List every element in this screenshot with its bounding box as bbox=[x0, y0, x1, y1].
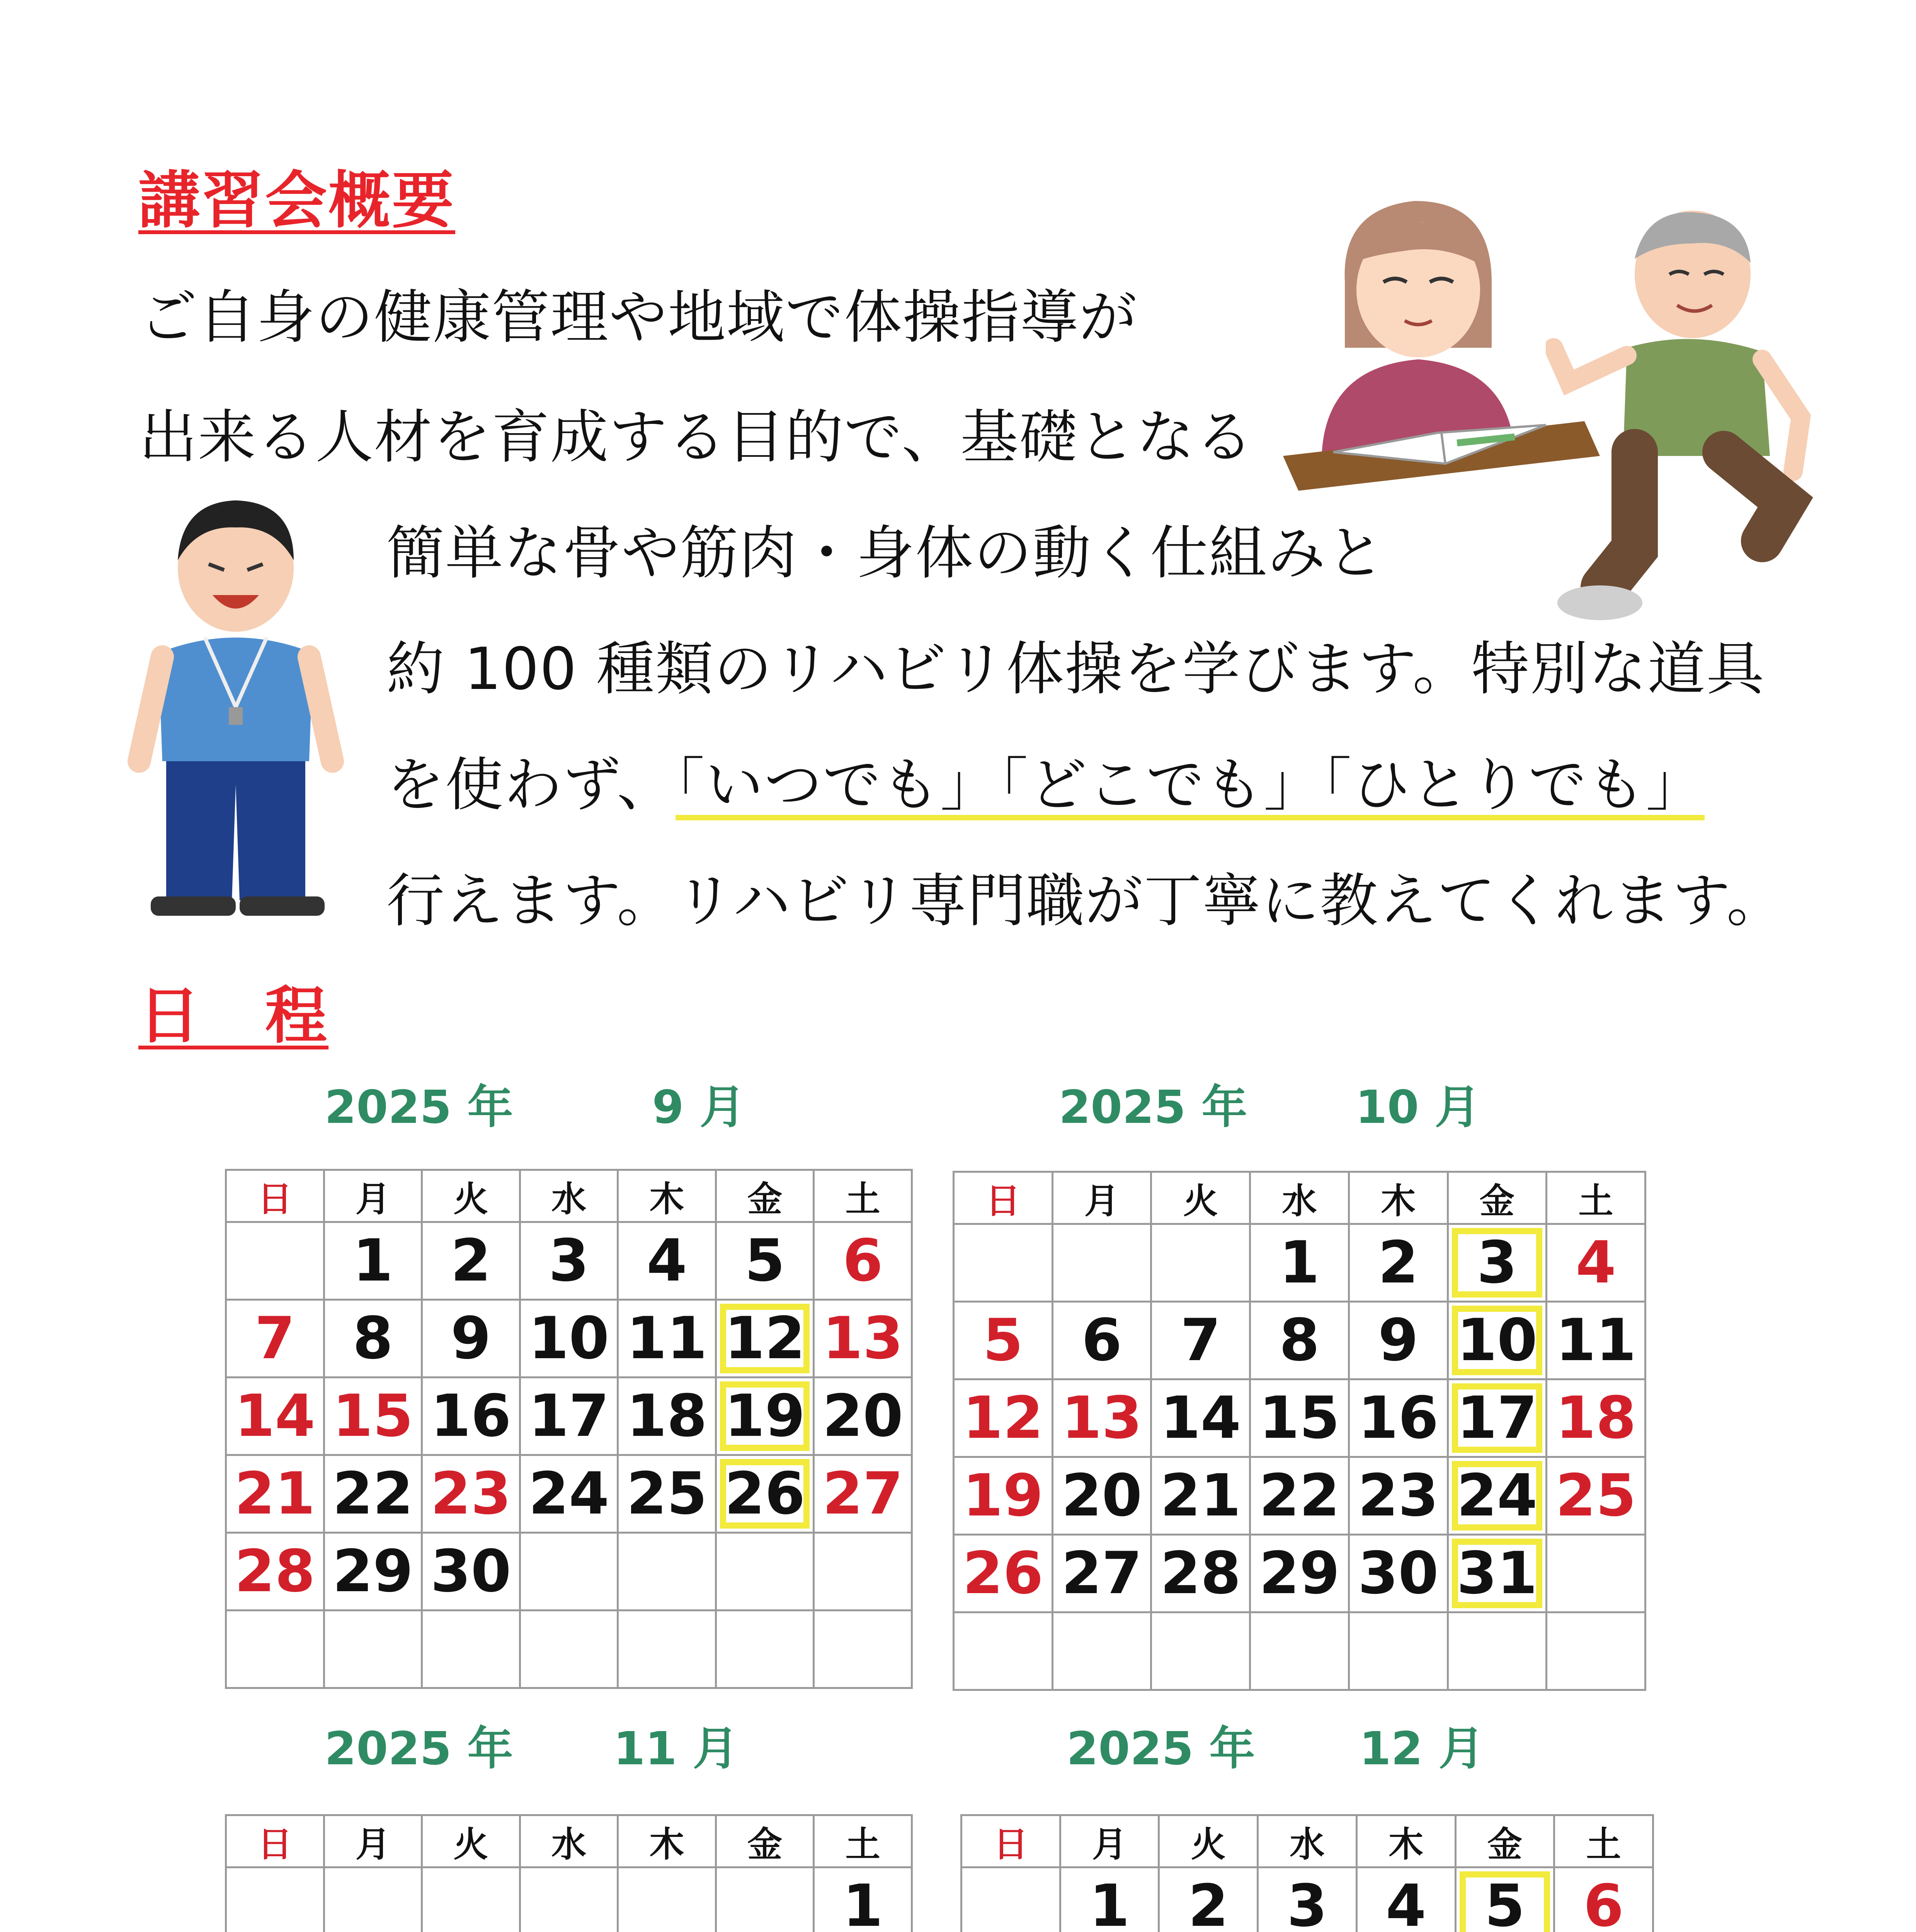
weekday-label: 火 bbox=[422, 1170, 520, 1222]
empty-day-cell bbox=[814, 1611, 912, 1688]
weekday-label: 日 bbox=[954, 1172, 1053, 1224]
empty-day-cell bbox=[422, 1867, 520, 1932]
weekday-label: 土 bbox=[814, 1815, 912, 1867]
empty-day-cell bbox=[422, 1611, 520, 1688]
calendar-oct-year: 2025 年 bbox=[1059, 1080, 1247, 1134]
calendar-nov-month: 11 月 bbox=[613, 1722, 738, 1775]
day-cell: 25 bbox=[1547, 1457, 1645, 1535]
weekday-label: 木 bbox=[618, 1815, 716, 1867]
empty-day-cell bbox=[324, 1611, 422, 1688]
day-cell: 8 bbox=[324, 1300, 422, 1378]
day-cell: 22 bbox=[324, 1455, 422, 1533]
weekday-label: 金 bbox=[1448, 1172, 1547, 1224]
week-row bbox=[954, 1302, 1645, 1379]
overview-line-5-prefix: を使わず、 bbox=[386, 752, 676, 819]
calendar-sep-title bbox=[325, 1070, 745, 1136]
calendar-nov-title bbox=[325, 1712, 738, 1777]
day-cell: 1 bbox=[814, 1867, 912, 1932]
day-cell: 4 bbox=[1356, 1867, 1455, 1932]
day-cell: 28 bbox=[226, 1533, 324, 1611]
day-cell: 7 bbox=[226, 1300, 324, 1378]
day-cell: 13 bbox=[814, 1300, 912, 1378]
week-row bbox=[954, 1224, 1645, 1302]
day-cell: 4 bbox=[618, 1222, 716, 1300]
day-cell: 8 bbox=[1250, 1302, 1349, 1379]
empty-day-cell bbox=[954, 1224, 1053, 1302]
weekday-label: 水 bbox=[520, 1815, 618, 1867]
empty-day-cell bbox=[1547, 1612, 1645, 1690]
week-row bbox=[954, 1379, 1645, 1457]
weekday-label: 土 bbox=[1554, 1815, 1653, 1867]
day-cell: 1 bbox=[1060, 1867, 1159, 1932]
overview-line-5 bbox=[386, 738, 1705, 821]
weekday-label: 水 bbox=[520, 1170, 618, 1222]
day-cell: 23 bbox=[1349, 1457, 1448, 1535]
empty-day-cell bbox=[954, 1612, 1053, 1690]
weekday-label: 木 bbox=[1356, 1815, 1455, 1867]
day-cell: 3 bbox=[520, 1222, 618, 1300]
weekday-label: 日 bbox=[226, 1170, 324, 1222]
calendar-oct-month: 10 月 bbox=[1355, 1080, 1480, 1134]
schedule-heading: 日 程 bbox=[138, 980, 329, 1052]
empty-day-cell bbox=[226, 1867, 324, 1932]
session-day-cell: 3 bbox=[1448, 1224, 1547, 1302]
day-cell: 21 bbox=[1151, 1457, 1250, 1535]
weekday-label: 土 bbox=[1547, 1172, 1645, 1224]
day-cell: 6 bbox=[1052, 1302, 1151, 1379]
day-cell: 2 bbox=[1159, 1867, 1258, 1932]
weekday-header-row bbox=[954, 1172, 1645, 1224]
empty-day-cell bbox=[1151, 1224, 1250, 1302]
week-row bbox=[954, 1457, 1645, 1535]
week-row bbox=[226, 1222, 912, 1300]
session-day-cell: 19 bbox=[716, 1378, 814, 1455]
day-cell: 20 bbox=[1052, 1457, 1151, 1535]
empty-day-cell bbox=[1349, 1612, 1448, 1690]
calendar-nov-year: 2025 年 bbox=[325, 1722, 513, 1775]
weekday-label: 月 bbox=[324, 1815, 422, 1867]
empty-day-cell bbox=[1052, 1612, 1151, 1690]
session-day-cell: 10 bbox=[1448, 1302, 1547, 1379]
day-cell: 26 bbox=[954, 1535, 1053, 1612]
overview-heading: 講習会概要 bbox=[138, 164, 456, 236]
empty-day-cell bbox=[226, 1222, 324, 1300]
day-cell: 2 bbox=[422, 1222, 520, 1300]
session-day-cell: 5 bbox=[1455, 1867, 1554, 1932]
week-row bbox=[961, 1867, 1653, 1932]
day-cell: 21 bbox=[226, 1455, 324, 1533]
day-cell: 17 bbox=[520, 1378, 618, 1455]
empty-day-cell bbox=[618, 1867, 716, 1932]
weekday-label: 金 bbox=[716, 1170, 814, 1222]
day-cell: 14 bbox=[1151, 1379, 1250, 1457]
empty-day-cell bbox=[1448, 1612, 1547, 1690]
empty-day-cell bbox=[1052, 1224, 1151, 1302]
calendar-oct-title bbox=[1059, 1070, 1480, 1136]
day-cell: 18 bbox=[618, 1378, 716, 1455]
session-day-cell: 26 bbox=[716, 1455, 814, 1533]
day-cell: 30 bbox=[1349, 1535, 1448, 1612]
weekday-label: 木 bbox=[618, 1170, 716, 1222]
day-cell: 30 bbox=[422, 1533, 520, 1611]
day-cell: 28 bbox=[1151, 1535, 1250, 1612]
weekday-label: 火 bbox=[1159, 1815, 1258, 1867]
overview-line-4: 約 100 種類のリハビリ体操を学びます。特別な道具 bbox=[386, 636, 1765, 703]
day-cell: 22 bbox=[1250, 1457, 1349, 1535]
week-row bbox=[226, 1611, 912, 1688]
overview-line-6: 行えます。リハビリ専門職が丁寧に教えてくれます。 bbox=[386, 867, 1785, 935]
empty-day-cell bbox=[961, 1867, 1060, 1932]
day-cell: 14 bbox=[226, 1378, 324, 1455]
day-cell: 6 bbox=[814, 1222, 912, 1300]
day-cell: 11 bbox=[618, 1300, 716, 1378]
weekday-label: 日 bbox=[961, 1815, 1060, 1867]
day-cell: 9 bbox=[1349, 1302, 1448, 1379]
weekday-header-row bbox=[226, 1815, 912, 1867]
day-cell: 24 bbox=[520, 1455, 618, 1533]
day-cell: 9 bbox=[422, 1300, 520, 1378]
weekday-label: 日 bbox=[226, 1815, 324, 1867]
day-cell: 19 bbox=[954, 1457, 1053, 1535]
day-cell: 11 bbox=[1547, 1302, 1645, 1379]
empty-day-cell bbox=[226, 1611, 324, 1688]
empty-day-cell bbox=[716, 1611, 814, 1688]
empty-day-cell bbox=[716, 1867, 814, 1932]
empty-day-cell bbox=[520, 1533, 618, 1611]
empty-day-cell bbox=[716, 1533, 814, 1611]
weekday-header-row bbox=[226, 1170, 912, 1222]
week-row bbox=[226, 1455, 912, 1533]
day-cell: 16 bbox=[422, 1378, 520, 1455]
calendar-dec-month: 12 月 bbox=[1359, 1722, 1484, 1775]
session-day-cell: 24 bbox=[1448, 1457, 1547, 1535]
day-cell: 13 bbox=[1052, 1379, 1151, 1457]
day-cell: 1 bbox=[1250, 1224, 1349, 1302]
calendar-november bbox=[225, 1814, 913, 1932]
overview-line-2: 出来る人材を育成する目的で、基礎となる bbox=[139, 404, 1254, 471]
weekday-label: 金 bbox=[1455, 1815, 1554, 1867]
weekday-label: 土 bbox=[814, 1170, 912, 1222]
calendar-december bbox=[960, 1814, 1654, 1932]
empty-day-cell bbox=[618, 1611, 716, 1688]
session-day-cell: 17 bbox=[1448, 1379, 1547, 1457]
day-cell: 23 bbox=[422, 1455, 520, 1533]
day-cell: 20 bbox=[814, 1378, 912, 1455]
empty-day-cell bbox=[520, 1611, 618, 1688]
empty-day-cell bbox=[1151, 1612, 1250, 1690]
day-cell: 25 bbox=[618, 1455, 716, 1533]
day-cell: 16 bbox=[1349, 1379, 1448, 1457]
day-cell: 2 bbox=[1349, 1224, 1448, 1302]
empty-day-cell bbox=[520, 1867, 618, 1932]
session-day-cell: 12 bbox=[716, 1300, 814, 1378]
calendar-dec-title bbox=[1067, 1712, 1484, 1777]
weekday-label: 水 bbox=[1258, 1815, 1357, 1867]
empty-day-cell bbox=[618, 1533, 716, 1611]
day-cell: 27 bbox=[814, 1455, 912, 1533]
day-cell: 1 bbox=[324, 1222, 422, 1300]
empty-day-cell bbox=[1547, 1535, 1645, 1612]
week-row bbox=[226, 1867, 912, 1932]
elderly-man-exercising-illustration bbox=[1546, 201, 1824, 634]
day-cell: 29 bbox=[324, 1533, 422, 1611]
day-cell: 7 bbox=[1151, 1302, 1250, 1379]
calendar-sep-month: 9 月 bbox=[652, 1080, 745, 1134]
calendar-dec-year: 2025 年 bbox=[1067, 1722, 1255, 1775]
day-cell: 3 bbox=[1258, 1867, 1357, 1932]
weekday-label: 月 bbox=[324, 1170, 422, 1222]
day-cell: 29 bbox=[1250, 1535, 1349, 1612]
calendar-sep-year: 2025 年 bbox=[325, 1080, 513, 1134]
day-cell: 27 bbox=[1052, 1535, 1151, 1612]
weekday-label: 金 bbox=[716, 1815, 814, 1867]
day-cell: 5 bbox=[716, 1222, 814, 1300]
week-row bbox=[226, 1378, 912, 1455]
weekday-label: 火 bbox=[1151, 1172, 1250, 1224]
week-row bbox=[226, 1533, 912, 1611]
day-cell: 5 bbox=[954, 1302, 1053, 1379]
weekday-label: 月 bbox=[1060, 1815, 1159, 1867]
weekday-header-row bbox=[961, 1815, 1653, 1867]
weekday-label: 月 bbox=[1052, 1172, 1151, 1224]
weekday-label: 水 bbox=[1250, 1172, 1349, 1224]
calendar-september bbox=[225, 1169, 913, 1689]
week-row bbox=[954, 1612, 1645, 1690]
overview-line-3: 簡単な骨や筋肉・身体の動く仕組みと bbox=[386, 520, 1385, 587]
day-cell: 15 bbox=[324, 1378, 422, 1455]
session-day-cell: 31 bbox=[1448, 1535, 1547, 1612]
week-row bbox=[226, 1300, 912, 1378]
week-row bbox=[954, 1535, 1645, 1612]
weekday-label: 木 bbox=[1349, 1172, 1448, 1224]
calendar-october bbox=[953, 1171, 1646, 1691]
day-cell: 4 bbox=[1547, 1224, 1645, 1302]
overview-line-1: ご自身の健康管理や地域で体操指導が bbox=[139, 284, 1138, 351]
weekday-label: 火 bbox=[422, 1815, 520, 1867]
day-cell: 12 bbox=[954, 1379, 1053, 1457]
instructor-illustration bbox=[128, 491, 344, 923]
day-cell: 10 bbox=[520, 1300, 618, 1378]
empty-day-cell bbox=[324, 1867, 422, 1932]
day-cell: 6 bbox=[1554, 1867, 1653, 1932]
day-cell: 15 bbox=[1250, 1379, 1349, 1457]
empty-day-cell bbox=[814, 1533, 912, 1611]
overview-highlight: 「いつでも」「どこでも」「ひとりでも」 bbox=[676, 752, 1705, 819]
empty-day-cell bbox=[1250, 1612, 1349, 1690]
day-cell: 18 bbox=[1547, 1379, 1645, 1457]
